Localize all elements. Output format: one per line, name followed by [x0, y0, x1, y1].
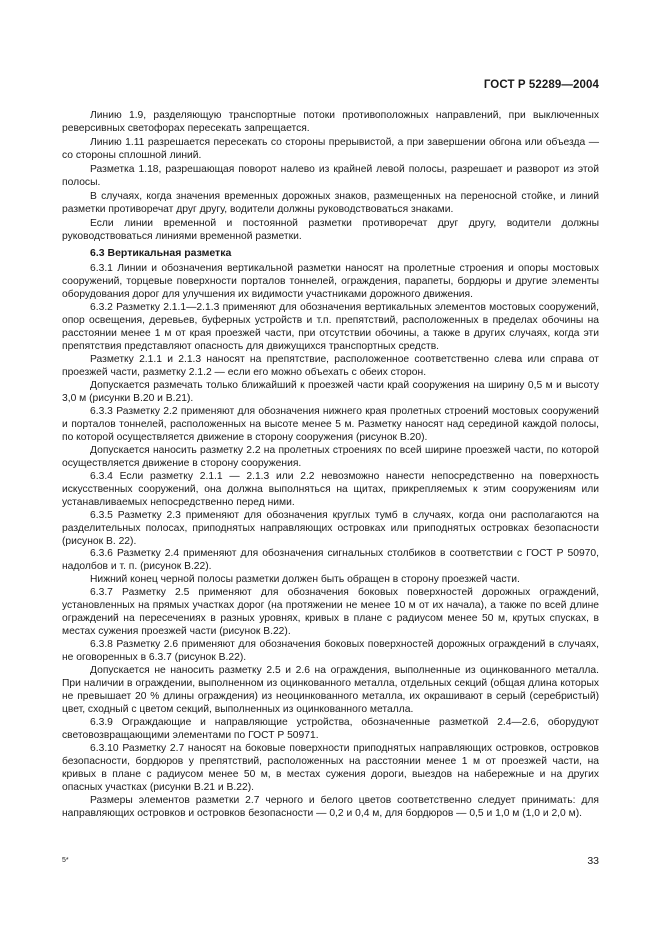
paragraph: Размеры элементов разметки 2.7 черного и белого цветов соответственно следует принимать: для направляющих островков и островков безопасности — 0,2 и 0,4 м, для бордюров — 0,5 и 1,0 м (1,0 и 2,0 м). [62, 794, 599, 819]
paragraph: Допускается размечать только ближайший к проезжей части край сооружения на ширину 0,5 м и высоту 3,0 м (рисунки В.20 и В.21). [62, 380, 599, 405]
paragraph: Допускается наносить разметку 2.2 на пролетных строениях по всей ширине проезжей части, по которой осуществляется движение в сторону сооружения. [62, 444, 599, 469]
paragraph: 6.3.4 Если разметку 2.1.1 — 2.1.3 или 2.2 невозможно нанести непосредственно на поверхность искусственных сооружений, она должна выполняться на щитах, прикрепляемых к этим сооружениям или устанавливаемых непосредственно перед ними. [62, 470, 599, 508]
paragraph: Линию 1.9, разделяющую транспортные потоки противоположных направлений, при выключенных реверсивных светофорах пересекать запрещается. [62, 110, 599, 134]
document-body [62, 110, 599, 820]
paragraph: 6.3.10 Разметку 2.7 наносят на боковые поверхности приподнятых направляющих островков, островков безопасности, бордюров у препятствий, расположенных на расстоянии менее 1 м от проезжей части, на кривых в плане с радиусом менее 50 м, в местах сужения дороги, выездов на набережные и на других опасных участках (рисунки В.21 и В.22). [62, 742, 599, 793]
paragraph: Если линии временной и постоянной разметки противоречат друг другу, водители должны руководствоваться линиями временной разметки. [62, 217, 599, 242]
section-heading: 6.3 Вертикальная разметка [90, 246, 232, 259]
paragraph: 6.3.8 Разметку 2.6 применяют для обозначения боковых поверхностей дорожных ограждений в случаях, не оговоренных в 6.3.7 (рисунок В.22). [62, 639, 599, 664]
paragraph: 6.3.6 Разметку 2.4 применяют для обозначения сигнальных столбиков в соответствии с ГОСТ Р 50970, надолбов и т. п. (рисунок В.22). [62, 548, 599, 573]
page-number: 33 [587, 855, 599, 867]
paragraph: 6.3.2 Разметку 2.1.1—2.1.3 применяют для обозначения вертикальных элементов мостовых сооружений, опор освещения, деревьев, буферных устройств и т.п. препятствий, расположенных в пределах обочины на расстоянии менее 1 м от края проезжей части, при отсутствии обочины, а также в других случаях, когда эти препятствия представляют опасность для движущихся транспортных средств. [62, 302, 599, 353]
paragraph: 6.3.1 Линии и обозначения вертикальной разметки наносят на пролетные строения и опоры мостовых сооружений, торцевые поверхности порталов тоннелей, ограждения, парапеты, бордюры и другие элементы оборудования дорог для улучшения их видимости участниками дорожного движения. [62, 263, 599, 301]
paragraph: Разметку 2.1.1 и 2.1.3 наносят на препятствие, расположенное соответственно слева или справа от проезжей части, разметку 2.1.2 — если его можно объехать с обеих сторон. [62, 354, 599, 379]
paragraph: 6.3.7 Разметку 2.5 применяют для обозначения боковых поверхностей дорожных ограждений, установленных на прямых участках дорог (на протяжении не менее 10 м от их начала), а также по всей длине ограждений на пересечениях в разных уровнях, кривых в плане с радиусом менее 50 м, крутых спусках, в местах сужения проезжей части (рисунок В.22). [62, 587, 599, 638]
paragraph: Нижний конец черной полосы разметки должен быть обращен в сторону проезжей части. [90, 574, 520, 586]
paragraph: 6.3.5 Разметку 2.3 применяют для обозначения круглых тумб в случаях, когда они располагаются на разделительных полосах, приподнятых направляющих островках или приподнятых островках безопасности (рисунок В. 22). [62, 509, 599, 547]
paragraph: В случаях, когда значения временных дорожных знаков, размещенных на переносной стойке, и линий разметки противоречат друг другу, водители должны руководствоваться знаками. [62, 190, 599, 215]
paragraph: Допускается не наносить разметку 2.5 и 2.6 на ограждения, выполненные из оцинкованного металла. При наличии в ограждении, выполненном из оцинкованного металла, отдельных секций (общая длина которых не превышает 20 % длины ограждения) из неоцинкованного металла, их окрашивают в серый (серебристый) цвет, сходный с цветом секций, выполненных из оцинкованного металла. [62, 665, 599, 715]
document-standard-id: ГОСТ Р 52289—2004 [483, 79, 599, 91]
paragraph: 6.3.3 Разметку 2.2 применяют для обозначения нижнего края пролетных строений мостовых сооружений и порталов тоннелей, расположенных на высоте менее 5 м. Разметку наносят над серединой каждой полосы, по которой осуществляется движение в сторону сооружения (рисунок В.20). [62, 405, 599, 443]
paragraph: Линию 1.11 разрешается пересекать со стороны прерывистой, а при завершении обгона или объезда — со стороны сплошной линий. [62, 136, 599, 161]
sheet-mark: 5* [62, 857, 69, 864]
paragraph: 6.3.9 Ограждающие и направляющие устройства, обозначенные разметкой 2.4—2.6, оборудуют световозвращающими элементами по ГОСТ Р 50971. [62, 716, 599, 741]
paragraph: Разметка 1.18, разрешающая поворот налево из крайней левой полосы, разрешает и разворот из этой полосы. [62, 163, 599, 188]
